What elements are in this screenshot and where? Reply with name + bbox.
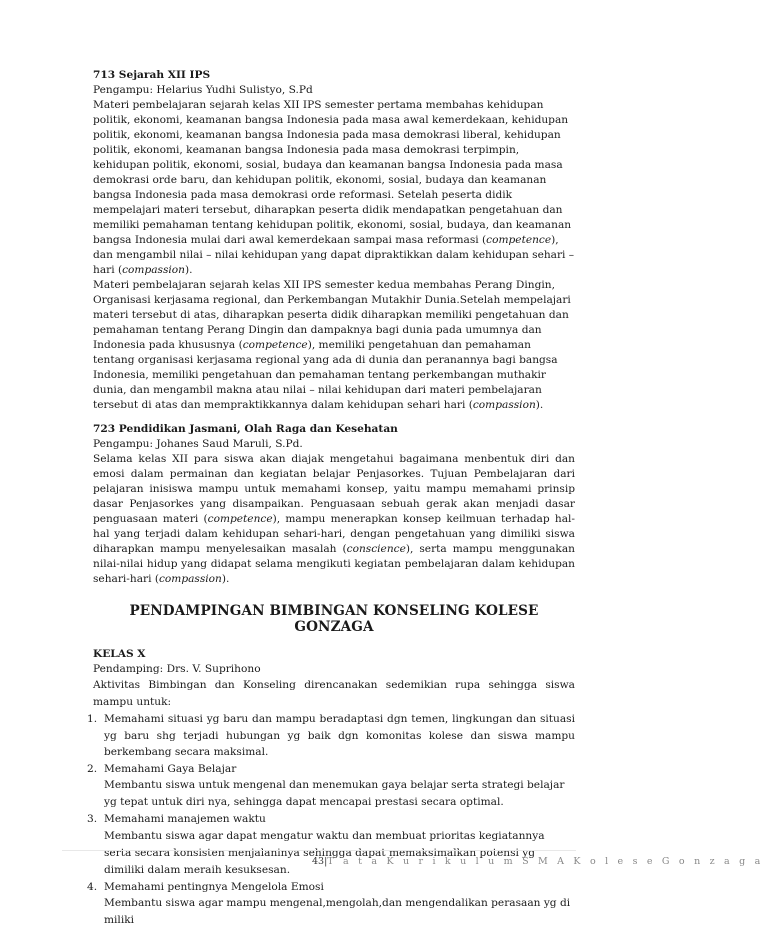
italic-term: conscience bbox=[347, 543, 406, 555]
item-number: 2. bbox=[87, 761, 97, 778]
item-description: Membantu siswa agar dapat mengatur waktu dan membuat prioritas kegiatannya serta secara konsisten menjalaninya sehingga dapat memaksimalkan potensi yg dimiliki dalam meraih kesuksesan. bbox=[104, 828, 575, 879]
page-number: 43 bbox=[312, 856, 324, 867]
text-run: Selama kelas XII para siswa akan diajak mengetahui bagaimana menbentuk diri dan emosi dalam permainan dan kegiatan belajar Penjasorkes. Tujuan Pembelajaran dari pelajaran inisiswa mampu untuk memahami konsep, yaitu mampu memahami prinsip dasar Penjasorkes yang disampaikan. Penguasaan sebuah gerak akan menjadi dasar penguasaan materi ( bbox=[93, 453, 575, 525]
paragraph-723-1 bbox=[93, 452, 575, 587]
item-description: Membantu siswa untuk mengenal dan menemukan gaya belajar serta strategi belajar yg tepat untuk diri nya, sehingga dapat mencapai prestasi secara optimal. bbox=[104, 777, 575, 811]
text-run: ). bbox=[536, 399, 544, 411]
text-run: ), memiliki pengetahuan dan pemahaman tentang organisasi kerjasama regional yang ada di dunia dan peranannya bagi bangsa Indonesia, memiliki pengetahuan dan pemahaman tentang perkembangan muthakir dunia, dan mengambil makna atau nilai – nilai kehidupan dari materi pembelajaran tersebut di atas dan mempraktikkannya dalam kehidupan sehari hari ( bbox=[93, 339, 558, 411]
page-footer bbox=[312, 856, 582, 867]
item-number: 4. bbox=[87, 879, 97, 896]
footer-divider bbox=[62, 850, 576, 851]
footer-separator: | bbox=[324, 856, 327, 867]
italic-term: compassion bbox=[473, 399, 536, 411]
spacer bbox=[93, 413, 575, 422]
text-run: ), mampu menerapkan konsep keilmuan terhadap hal-hal yang terjadi dalam kehidupan sehari-hari, dengan pengetahuan yang dimiliki siswa diharapkan mampu menyelesaikan masalah ( bbox=[93, 513, 575, 555]
italic-term: competence bbox=[243, 339, 308, 351]
item-description: Membantu siswa agar mampu mengenal,mengolah,dan mengendalikan perasaan yg di miliki bbox=[104, 895, 575, 929]
text-run: ). bbox=[185, 264, 193, 276]
bk-intro: Aktivitas Bimbingan dan Konseling direncanakan sedemikian rupa sehingga siswa mampu untuk: bbox=[93, 677, 575, 711]
section-heading-713: 713 Sejarah XII IPS bbox=[93, 68, 575, 83]
teacher-723: Pengampu: Johanes Saud Maruli, S.Pd. bbox=[93, 437, 575, 452]
class-label: KELAS X bbox=[93, 647, 575, 662]
list-item bbox=[93, 879, 575, 929]
text-run: ), dan mengambil nilai – nilai kehidupan yang dapat dipraktikkan dalam kehidupan sehari – hari ( bbox=[93, 234, 574, 276]
italic-term: compassion bbox=[122, 264, 185, 276]
paragraph-713-1 bbox=[93, 98, 575, 278]
section-heading-723: 723 Pendidikan Jasmani, Olah Raga dan Kesehatan bbox=[93, 422, 575, 437]
item-title: Memahami pentingnya Mengelola Emosi bbox=[104, 879, 575, 896]
bk-list bbox=[93, 711, 575, 929]
item-number: 1. bbox=[87, 711, 97, 728]
list-item bbox=[93, 811, 575, 879]
italic-term: competence bbox=[208, 513, 273, 525]
text-run: ), serta mampu menggunakan nilai-nilai hidup yang didapat selama mengikuti kegiatan pembelajaran dalam kehidupan sehari-hari ( bbox=[93, 543, 575, 585]
footer-title: T a t a K u r i k u l u m S M A K o l e s e G o n z a g a bbox=[327, 856, 763, 867]
italic-term: compassion bbox=[159, 573, 222, 585]
italic-term: competence bbox=[486, 234, 551, 246]
text-run: Materi pembelajaran sejarah kelas XII IPS semester kedua membahas Perang Dingin, Organisasi kerjasama regional, dan Perkembangan Mutakhir Dunia.Setelah mempelajari materi tersebut di atas, diharapkan peserta didik diharapkan memiliki pengetahuan dan pemahaman tentang Perang Dingin dan dampaknya bagi dunia pada umumnya dan Indonesia pada khususnya ( bbox=[93, 279, 571, 351]
item-number: 3. bbox=[87, 811, 97, 828]
item-title: Memahami manajemen waktu bbox=[104, 811, 575, 828]
paragraph-713-2 bbox=[93, 278, 575, 413]
item-title: Memahami Gaya Belajar bbox=[104, 761, 575, 778]
text-run: ). bbox=[222, 573, 230, 585]
list-item bbox=[93, 761, 575, 812]
item-title: Memahami situasi yg baru dan mampu beradaptasi dgn temen, lingkungan dan situasi yg baru shg terjadi hubungan yg baik dgn komonitas kolese dan siswa mampu berkembang secara maksimal. bbox=[104, 711, 575, 761]
bk-title: PENDAMPINGAN BIMBINGAN KONSELING KOLESE GONZAGA bbox=[93, 603, 575, 635]
teacher-713: Pengampu: Helarius Yudhi Sulistyo, S.Pd bbox=[93, 83, 575, 98]
list-item bbox=[93, 711, 575, 761]
page-content bbox=[93, 68, 575, 929]
text-run: Materi pembelajaran sejarah kelas XII IPS semester pertama membahas kehidupan politik, ekonomi, keamanan bangsa Indonesia pada masa awal kemerdekaan, kehidupan politik, ekonomi, keamanan bangsa Indonesia pada masa demokrasi liberal, kehidupan politik, ekonomi, keamanan bangsa Indonesia pada masa demokrasi terpimpin, kehidupan politik, ekonomi, sosial, budaya dan keamanan bangsa Indonesia pada masa demokrasi orde baru, dan kehidupan politik, ekonomi, sosial, budaya dan keamanan bangsa Indonesia pada masa demokrasi orde reformasi. Setelah peserta didik mempelajari materi tersebut, diharapkan peserta didik mendapatkan pengetahuan dan memiliki pemahaman tentang kehidupan politik, ekonomi, sosial, budaya, dan keamanan bangsa Indonesia mulai dari awal kemerdekaan sampai masa reformasi ( bbox=[93, 99, 571, 246]
companion: Pendamping: Drs. V. Suprihono bbox=[93, 662, 575, 677]
